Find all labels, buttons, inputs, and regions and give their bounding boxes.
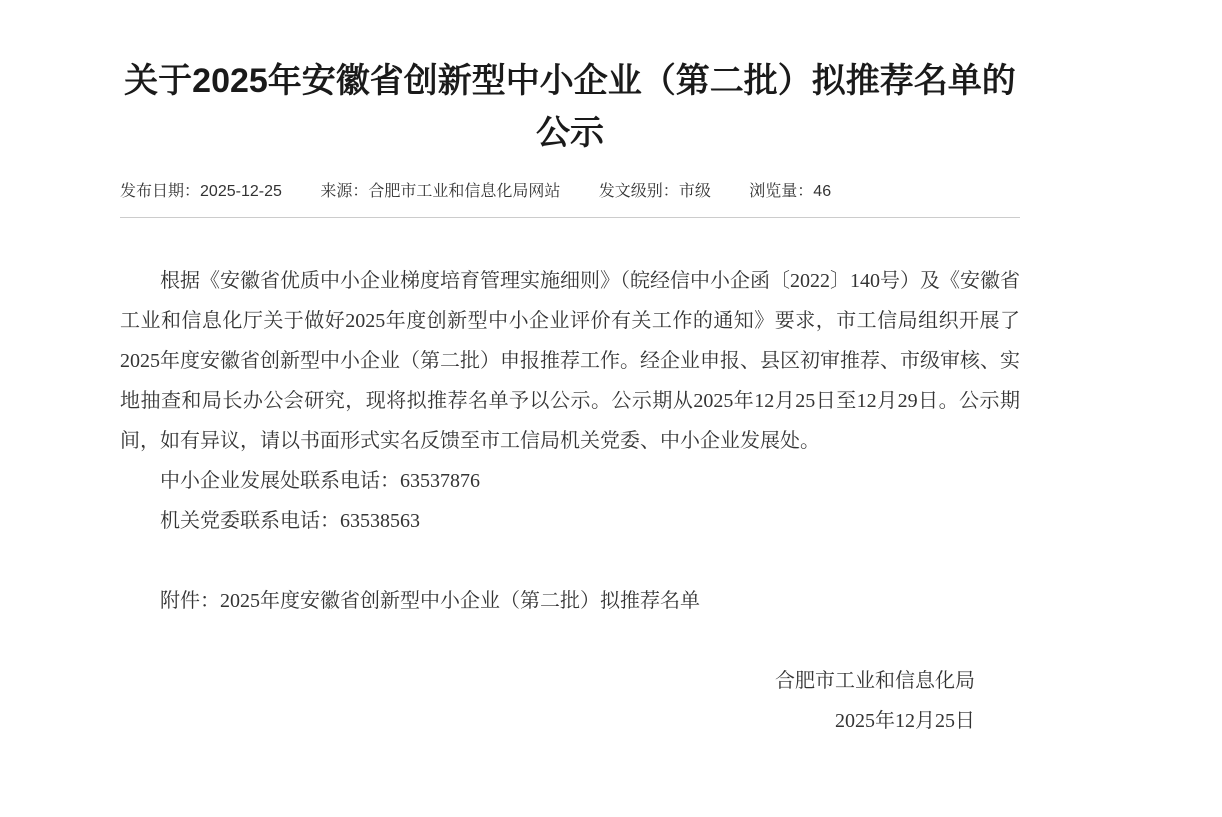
view-count-item — [749, 181, 831, 203]
article-body — [120, 261, 1020, 741]
meta-divider — [120, 217, 1020, 218]
source-item — [320, 181, 560, 203]
page-title — [120, 55, 1020, 159]
main-paragraph: 根据《安徽省优质中小企业梯度培育管理实施细则》（皖经信中小企函〔2022〕140号）及《安徽省工业和信息化厅关于做好2025年度创新型中小企业评价有关工作的通知》要求，市工信局组织开展了2025年度安徽省创新型中小企业（第二批）申报推荐工作。经企业申报、县区初审推荐、市级审核、实地抽查和局长办公会研究，现将拟推荐名单予以公示。公示期从2025年12月25日至12月29日。公示期间，如有异议，请以书面形式实名反馈至市工信局机关党委、中小企业发展处。 — [120, 270, 1020, 452]
publish-date-item — [120, 181, 282, 203]
view-count-value: 46 — [813, 183, 832, 200]
contact-line-party-committee: 机关党委联系电话：63538563 — [160, 510, 420, 532]
signature-org: 合肥市工业和信息化局 — [775, 670, 975, 692]
source-label: 来源： — [320, 183, 369, 200]
page-title-line1: 关于2025年安徽省创新型中小企业（第二批）拟推荐名单的 — [124, 62, 1016, 100]
notice-page — [120, 0, 1020, 741]
source-value: 合肥市工业和信息化局网站 — [368, 183, 561, 200]
doc-level-item — [599, 181, 711, 203]
view-count-label: 浏览量： — [749, 183, 814, 200]
publish-date-value: 2025-12-25 — [200, 183, 282, 200]
signature-block — [120, 661, 1020, 741]
doc-level-value: 市级 — [678, 183, 711, 200]
page-title-line2: 公示 — [536, 114, 604, 152]
signature-date: 2025年12月25日 — [835, 710, 975, 732]
contact-line-sme-division: 中小企业发展处联系电话：63537876 — [160, 470, 480, 492]
meta-bar — [120, 181, 1020, 203]
publish-date-label: 发布日期： — [120, 183, 201, 200]
attachment-line: 附件：2025年度安徽省创新型中小企业（第二批）拟推荐名单 — [160, 590, 700, 612]
doc-level-label: 发文级别： — [598, 183, 679, 200]
